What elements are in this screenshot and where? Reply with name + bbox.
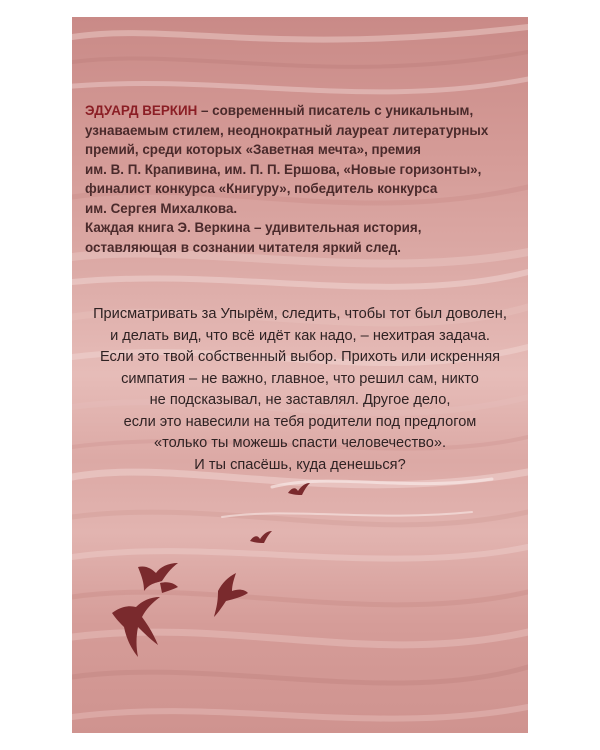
author-name: ЭДУАРД ВЕРКИН	[85, 103, 198, 118]
blurb-line: Присматривать за Упырём, следить, чтобы тот был доволен,	[93, 306, 507, 322]
blurb-line: симпатия – не важно, главное, что решил сам, никто	[121, 370, 479, 387]
bird-icon	[288, 483, 310, 495]
flying-birds-illustration	[72, 17, 528, 733]
bio-line: финалист конкурса «Книгуру», победитель конкурса	[85, 181, 438, 196]
blurb-line: если это навесили на тебя родители под предлогом	[123, 413, 477, 430]
bio-line: им. Сергея Михалкова.	[85, 200, 238, 216]
bird-icon	[250, 531, 272, 543]
blurb-line: и делать вид, что всё идёт как надо, – нехитрая задача.	[110, 327, 490, 344]
bio-line: оставляющая в сознании читателя яркий след.	[85, 239, 401, 255]
bio-line: – современный писатель с уникальным,	[197, 103, 474, 118]
blurb-line: не подсказывал, не заставлял. Другое дело,	[149, 392, 451, 408]
bio-line: премий, среди которых «Заветная мечта», премия	[85, 142, 422, 157]
bio-line: Каждая книга Э. Веркина – удивительная история,	[85, 220, 422, 235]
bird-icon	[160, 582, 178, 593]
blurb-line: И ты спасёшь, куда денешься?	[194, 456, 406, 473]
bird-icon	[112, 597, 160, 657]
blurb-line: «только ты можешь спасти человечество».	[153, 435, 447, 451]
book-back-cover	[72, 17, 528, 733]
bio-line: узнаваемым стилем, неоднократный лауреат литературных	[85, 122, 489, 138]
bio-line: им. В. П. Крапивина, им. П. П. Ершова, «Новые горизонты»,	[85, 161, 482, 177]
blurb-line: Если это твой собственный выбор. Прихоть или искренняя	[99, 349, 501, 365]
bird-icon	[214, 573, 248, 617]
